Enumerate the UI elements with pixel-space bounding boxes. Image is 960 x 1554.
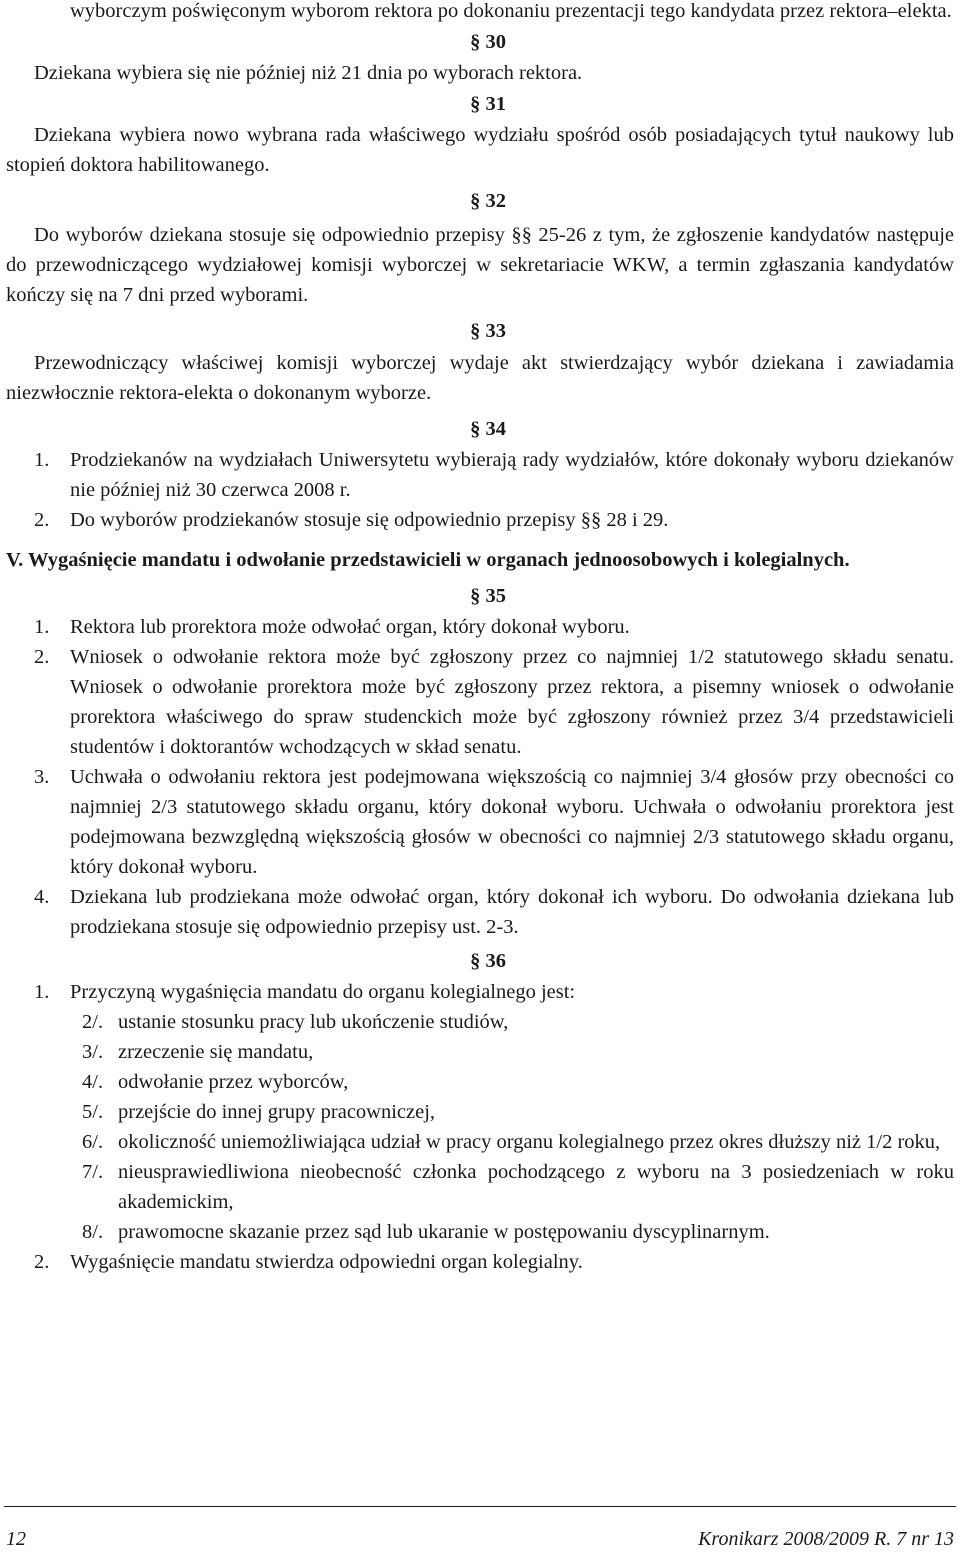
footer-divider xyxy=(4,1506,956,1507)
item-text: Uchwała o odwołaniu rektora jest podejmowana większością co najmniej 3/4 głosów przy obecności co najmniej 2/3 statutowego składu organu, który dokonał wyboru. Uchwała o odwołaniu prorektora jest podejmowana bezwzględną większością głosów w obecności co najmniej 2/3 statutowego składu organu, który dokonał wyboru. xyxy=(70,766,954,878)
subitem-number: 7/. xyxy=(82,1161,104,1183)
subitem-text: przejście do innej grupy pracowniczej, xyxy=(118,1101,436,1123)
intro-paragraph: wyborczym poświęconym wyborom rektora po dokonaniu prezentacji tego kandydata przez rektora–elekta. xyxy=(70,0,952,22)
item-text: Prodziekanów na wydziałach Uniwersytetu wybierają rady wydziałów, które dokonały wyboru dziekanów nie później niż 30 czerwca 2008 r. xyxy=(70,449,954,501)
item-number: 1. xyxy=(34,616,50,638)
section-31-text: Dziekana wybiera nowo wybrana rada właściwego wydziału spośród osób posiadających tytuł naukowy lub stopień doktora habilitowanego. xyxy=(6,124,954,176)
section-36-subitem xyxy=(6,1007,954,1037)
item-number: 4. xyxy=(34,886,50,908)
subitem-text: okoliczność uniemożliwiająca udział w pracy organu kolegialnego przez okres dłuższy niż 1/2 roku, xyxy=(118,1131,941,1153)
page-number: 12 xyxy=(6,1528,26,1550)
section-34-item-1 xyxy=(6,445,954,505)
item-text: Przyczyną wygaśnięcia mandatu do organu kolegialnego jest: xyxy=(70,981,576,1003)
subitem-number: 8/. xyxy=(82,1221,104,1243)
chapter-v-title: V. Wygaśnięcie mandatu i odwołanie przedstawicieli w organach jednoosobowych i kolegialnych. xyxy=(6,549,850,571)
item-text: Rektora lub prorektora może odwołać organ, który dokonał wyboru. xyxy=(70,616,630,638)
section-36-heading: § 36 xyxy=(470,950,506,972)
subitem-number: 5/. xyxy=(82,1101,104,1123)
item-number: 1. xyxy=(34,449,50,471)
section-35-item-2 xyxy=(6,642,954,762)
section-31-heading: § 31 xyxy=(470,93,506,115)
section-30-heading: § 30 xyxy=(470,31,506,53)
item-number: 1. xyxy=(34,981,50,1003)
section-35-item-1 xyxy=(6,612,954,642)
section-32-text: Do wyborów dziekana stosuje się odpowiednio przepisy §§ 25-26 z tym, że zgłoszenie kandydatów następuje do przewodniczącego wydziałowej komisji wyborczej w sekretariacie WKW, a termin zgłaszania kandydatów kończy się na 7 dni przed wyborami. xyxy=(6,224,954,306)
item-text: Wniosek o odwołanie rektora może być zgłoszony przez co najmniej 1/2 statutowego składu senatu. Wniosek o odwołanie prorektora może być zgłoszony przez rektora, a pisemny wniosek o odwołanie prorektora właściwego do spraw studenckich może być zgłoszony również przez 3/4 przedstawicieli studentów i doktorantów wchodzących w skład senatu. xyxy=(70,646,954,758)
section-32-heading: § 32 xyxy=(470,190,506,212)
publication-title: Kronikarz 2008/2009 R. 7 nr 13 xyxy=(698,1528,954,1550)
subitem-text: prawomocne skazanie przez sąd lub ukaranie w postępowaniu dyscyplinarnym. xyxy=(118,1221,770,1243)
item-number: 3. xyxy=(34,766,50,788)
section-30-text: Dziekana wybiera się nie później niż 21 dnia po wyborach rektora. xyxy=(34,62,583,84)
item-number: 2. xyxy=(34,1251,50,1273)
section-36-subitem xyxy=(6,1157,954,1217)
item-text: Wygaśnięcie mandatu stwierdza odpowiedni organ kolegialny. xyxy=(70,1251,583,1273)
subitem-text: odwołanie przez wyborców, xyxy=(118,1071,349,1093)
section-36-subitem xyxy=(6,1097,954,1127)
section-35-item-4 xyxy=(6,882,954,942)
item-number: 2. xyxy=(34,646,50,668)
subitem-number: 4/. xyxy=(82,1071,104,1093)
section-33-heading: § 33 xyxy=(470,320,506,342)
subitem-number: 3/. xyxy=(82,1041,104,1063)
section-36-item-1 xyxy=(6,977,954,1007)
subitem-text: ustanie stosunku pracy lub ukończenie studiów, xyxy=(118,1011,509,1033)
section-36-subitem xyxy=(6,1067,954,1097)
subitem-number: 2/. xyxy=(82,1011,104,1033)
section-33-text: Przewodniczący właściwej komisji wyborczej wydaje akt stwierdzający wybór dziekana i zawiadamia niezwłocznie rektora-elekta o dokonanym wyborze. xyxy=(6,352,954,404)
section-36-subitem xyxy=(6,1127,954,1157)
item-number: 2. xyxy=(34,509,50,531)
item-text: Do wyborów prodziekanów stosuje się odpowiednio przepisy §§ 28 i 29. xyxy=(70,509,669,531)
item-text: Dziekana lub prodziekana może odwołać organ, który dokonał ich wyboru. Do odwołania dziekana lub prodziekana stosuje się odpowiednio przepisy ust. 2-3. xyxy=(70,886,954,938)
section-36-subitem xyxy=(6,1217,954,1247)
document-body xyxy=(6,0,954,1277)
section-35-item-3 xyxy=(6,762,954,882)
subitem-number: 6/. xyxy=(82,1131,104,1153)
section-36-subitem xyxy=(6,1037,954,1067)
section-36-item-2 xyxy=(6,1247,954,1277)
section-34-heading: § 34 xyxy=(470,418,506,440)
subitem-text: nieusprawiedliwiona nieobecność członka pochodzącego z wyboru na 3 posiedzeniach w roku akademickim, xyxy=(118,1161,954,1213)
section-35-heading: § 35 xyxy=(470,585,506,607)
subitem-text: zrzeczenie się mandatu, xyxy=(118,1041,314,1063)
section-34-item-2 xyxy=(6,505,954,535)
